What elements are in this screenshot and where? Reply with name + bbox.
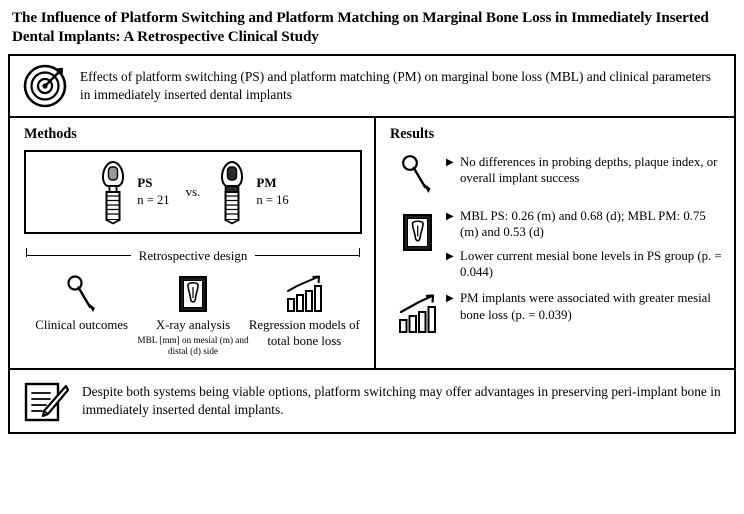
results-bullets <box>446 204 724 281</box>
design-item-xray <box>137 272 248 358</box>
implant-platform-switching-icon <box>97 159 129 225</box>
results-group-probing <box>388 150 724 198</box>
results-heading: Results <box>390 125 435 142</box>
implant-pm-unit <box>216 159 288 225</box>
retrospective-design <box>26 248 360 358</box>
results-group-regression <box>388 286 724 342</box>
implant-comparison-box <box>24 150 362 234</box>
main-columns <box>10 118 734 370</box>
implant-ps-label <box>137 174 169 209</box>
pm-n: n = 16 <box>256 193 289 208</box>
design-item-caption: X-ray analysis <box>155 317 231 332</box>
result-bullet-text: No differences in probing depths, plaque index, or overall implant success <box>460 154 718 186</box>
implant-pm-label <box>256 174 288 209</box>
result-bullet <box>446 290 724 323</box>
result-bullet-text: Lower current mesial bone levels in PS group (p. = 0.044) <box>460 248 722 280</box>
xray-icon <box>388 204 446 260</box>
abstract-frame <box>8 54 736 434</box>
design-item-caption: Clinical outcomes <box>35 317 129 332</box>
results-bullets <box>446 150 724 187</box>
conclusion-text: Despite both systems being viable options, platform switching may offer advantages in preserving peri-implant bone in immediately inserted dental implants. <box>82 384 721 417</box>
retrospective-design-label: Retrospective design <box>138 247 248 263</box>
page-title: The Influence of Platform Switching and Platform Matching on Marginal Bone Loss in Immediately Inserted Dental Implants: A Retrospective Clinical Study <box>12 9 709 46</box>
divider-left <box>27 255 131 256</box>
result-bullet <box>446 248 724 281</box>
target-icon <box>22 63 68 109</box>
divider-right <box>255 255 359 256</box>
bar-chart-trend-icon <box>388 286 446 342</box>
pm-label: PM <box>256 175 277 191</box>
design-item-sub: MBL [mm] on mesial (m) and distal (d) side <box>137 334 249 357</box>
results-group-mbl <box>388 204 724 281</box>
conclusion-band <box>10 370 734 432</box>
bullet-marker: ▶ <box>446 210 454 222</box>
xray-icon <box>137 272 248 314</box>
clipboard-pen-icon <box>22 378 70 424</box>
retrospective-design-header <box>26 248 360 264</box>
result-bullet <box>446 208 724 241</box>
implant-ps-unit <box>97 159 169 225</box>
bracket-right <box>359 248 360 257</box>
design-item-caption: Regression models of total bone loss <box>248 317 360 348</box>
bar-chart-trend-icon <box>249 272 360 314</box>
implant-platform-matching-icon <box>216 159 248 225</box>
dental-probe-icon <box>26 272 137 314</box>
design-item-clinical <box>26 272 137 334</box>
design-items <box>26 272 360 358</box>
ps-n: n = 21 <box>137 193 170 208</box>
bullet-marker: ▶ <box>446 293 454 305</box>
result-bullet-text: PM implants were associated with greater mesial bone loss (p. = 0.039) <box>460 291 711 322</box>
ps-label: PS <box>137 175 153 191</box>
comparison-separator: vs. <box>185 183 201 199</box>
methods-heading: Methods <box>24 125 77 142</box>
objective-band <box>10 56 734 118</box>
design-item-regression <box>249 272 360 350</box>
result-bullet <box>446 154 724 187</box>
objective-text: Effects of platform switching (PS) and platform matching (PM) on marginal bone loss (MBL) and clinical parameters in immediately inserted dental implants <box>80 69 711 102</box>
result-bullet-text: MBL PS: 0.26 (m) and 0.68 (d); MBL PM: 0.75 (m) and 0.53 (d) <box>460 208 706 240</box>
results-bullets <box>446 286 724 323</box>
results-column <box>376 118 734 368</box>
dental-probe-icon <box>388 150 446 198</box>
methods-column <box>10 118 376 368</box>
bullet-marker: ▶ <box>446 156 454 168</box>
bullet-marker: ▶ <box>446 250 454 262</box>
